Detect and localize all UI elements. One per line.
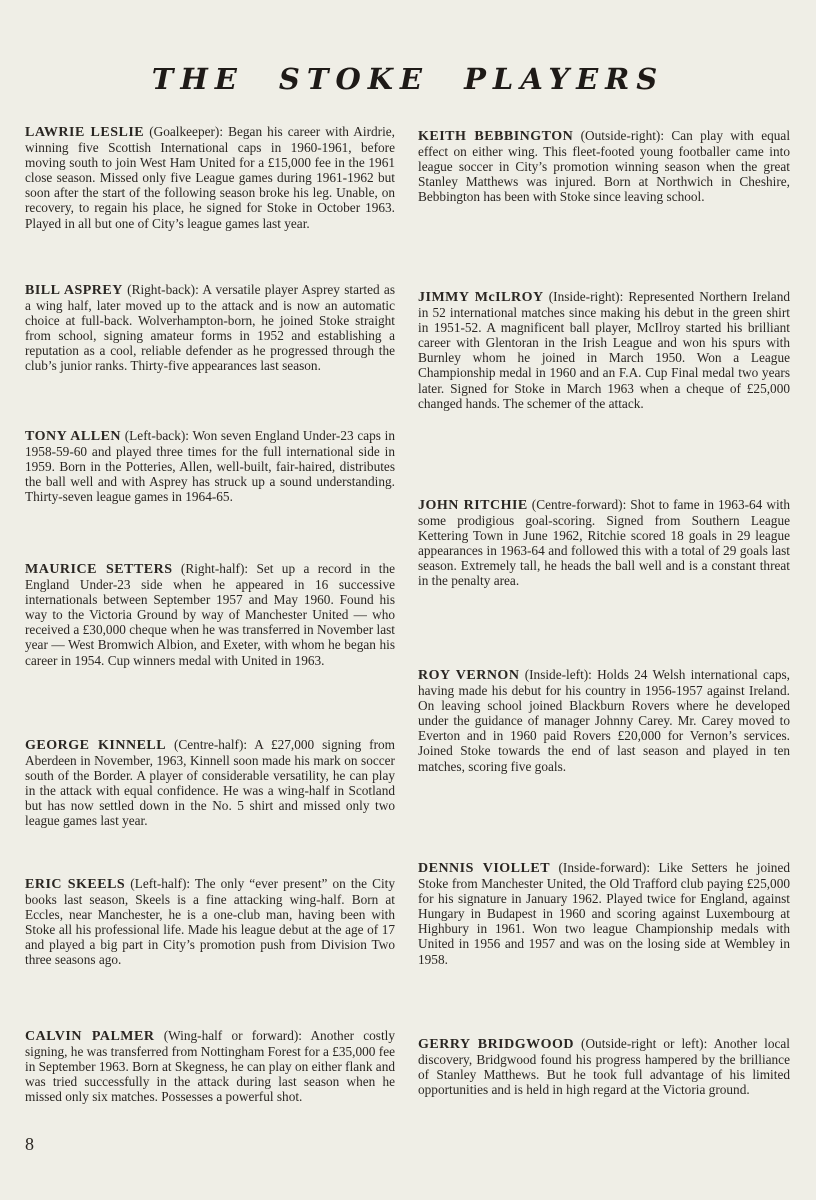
player-description: (Inside-right): Represented Northern Ireland in 52 international matches since making his debut in the green shirt in 1951-52. A magnificent ball player, McIlroy started his brilliant career with Glentoran in the Irish League and won his spurs with Burnley whom he joined in March 1950. Won a League Championship medal in 1960 and an F.A. Cup Final medal two years later. Signed for Stoke in March 1963 when a cheque of £25,000 changed hands. The schemer of the attack. (418, 289, 791, 411)
player-bio-leslie (25, 124, 395, 231)
player-bio-setters (25, 561, 395, 668)
player-name: TONY ALLEN (25, 429, 122, 444)
player-name: CALVIN PALMER (25, 1029, 155, 1044)
player-bio-allen (25, 428, 395, 504)
player-bio-viollet (418, 860, 790, 967)
player-description: (Inside-forward): Like Setters he joined Stoke from Manchester United, the Old Trafford club paying £25,000 for his signature in January 1962. Played twice for England, against Hungary in Budapest in 1960 and scoring against Luxembourg at Highbury in 1961. Won two league Championship medals with United in 1956 and 1957 and was on the losing side at Wembley in 1958. (418, 860, 791, 967)
player-description: (Left-half): The only “ever present” on the City books last season, Skeels is a fine attacking wing-half. Born at Eccles, near Manchester, he is a one-club man, having been with Stoke all his professional life. Made his league debut at the age of 17 and played a big part in City’s promotion push from Division Two three seasons ago. (25, 876, 396, 968)
player-bio-bridgwood (418, 1036, 790, 1097)
player-description: (Left-back): Won seven England Under-23 caps in 1958-59-60 and played three times for the full international side in 1959. Born in the Potteries, Allen, well-built, fair-haired, distributes the ball well and with Asprey has struck up a sound understanding. Thirty-seven league games in 1964-65. (25, 428, 396, 505)
player-bio-bebbington (418, 128, 790, 204)
player-name: MAURICE SETTERS (25, 562, 173, 577)
player-name: KEITH BEBBINGTON (418, 129, 574, 144)
player-bio-asprey (25, 282, 395, 374)
player-name: JIMMY McILROY (418, 290, 544, 305)
player-name: JOHN RITCHIE (418, 498, 528, 513)
player-name: GERRY BRIDGWOOD (418, 1037, 575, 1052)
page-title: THE STOKE PLAYERS (151, 62, 665, 96)
player-description: (Wing-half or forward): Another costly signing, he was transferred from Nottingham Forest for a £35,000 fee in September 1963. Born at Skegness, he can play on either flank and was tried successfully in the attack during last season when he missed only six matches. Possesses a powerful shot. (25, 1028, 396, 1105)
player-name: LAWRIE LESLIE (25, 125, 145, 140)
player-description: (Centre-half): A £27,000 signing from Aberdeen in November, 1963, Kinnell soon made his mark on soccer south of the Border. A player of considerable versatility, he can play in the attack with equal confidence. He was a wing-half in Scotland but has now settled down in the No. 5 shirt and missed only two league games last year. (25, 737, 395, 829)
player-description: (Goalkeeper): Began his career with Airdrie, winning five Scottish International caps in 1960-1961, before moving south to join West Ham United for a £15,000 fee in the 1961 close season. Missed only five League games during 1961-1962 but soon after the start of the following season broke his leg. Unable, on recovery, to regain his place, he signed for Stoke in October 1963. Played in all but one of City’s league games last year. (25, 124, 395, 231)
player-description: (Centre-forward): Shot to fame in 1963-64 with some prodigious goal-scoring. Signed from Southern League Kettering Town in June 1962, Ritchie scored 18 goals in 29 league appearances in 1963-64 and followed this with a total of 29 goals last season. Extremely tall, he heads the ball well and is a constant threat in the penalty area. (418, 497, 790, 589)
player-bio-kinnell (25, 737, 395, 829)
player-description: (Outside-right or left): Another local discovery, Bridgwood found his progress hampered by the brilliance of Stanley Matthews. But he took full advantage of his limited opportunities and is held in high regard at the Victoria ground. (418, 1036, 790, 1098)
player-name: GEORGE KINNELL (25, 738, 167, 753)
player-bio-palmer (25, 1028, 395, 1104)
player-description: (Right-back): A versatile player Asprey started as a wing half, later moved up to the attack and is now an automatic choice at full-back. Wolverhampton-born, he joined Stoke straight from school, signing amateur forms in 1952 and establishing a reputation as a cool, reliable defender as he progressed through the club’s junior ranks. Thirty-five appearances last season. (25, 282, 395, 374)
player-bio-vernon (418, 667, 790, 774)
page-number: 8 (25, 1134, 34, 1154)
player-name: ROY VERNON (418, 668, 520, 683)
player-bio-skeels (25, 876, 395, 968)
player-description: (Inside-left): Holds 24 Welsh international caps, having made his debut for his country in 1956-1957 against Ireland. On leaving school joined Blackburn Rovers where he developed under the guidance of manager Johnny Carey. Mr. Carey moved to Everton and in 1960 paid Rovers £20,000 for Vernon’s services. Joined Stoke towards the end of last season and played in ten matches, scoring five goals. (418, 667, 790, 774)
player-bio-mcilroy (418, 289, 790, 411)
player-name: DENNIS VIOLLET (418, 861, 551, 876)
player-description: (Right-half): Set up a record in the England Under-23 side when he appeared in 16 successive internationals between September 1957 and May 1960. Found his way to the Victoria Ground by way of Manchester United — who received a £30,000 cheque when he was transferred in November last year — West Bromwich Albion, and Exeter, with whom he began his career in 1954. Cup winners medal with United in 1963. (25, 561, 395, 668)
player-name: BILL ASPREY (25, 283, 123, 298)
player-name: ERIC SKEELS (25, 877, 126, 892)
player-bio-ritchie (418, 497, 790, 589)
player-description: (Outside-right): Can play with equal effect on either wing. This fleet-footed young footballer came into league soccer in City’s promotion winning season when the great Stanley Matthews was injured. Born at Northwich in Cheshire, Bebbington has been with Stoke since leaving school. (418, 128, 791, 205)
